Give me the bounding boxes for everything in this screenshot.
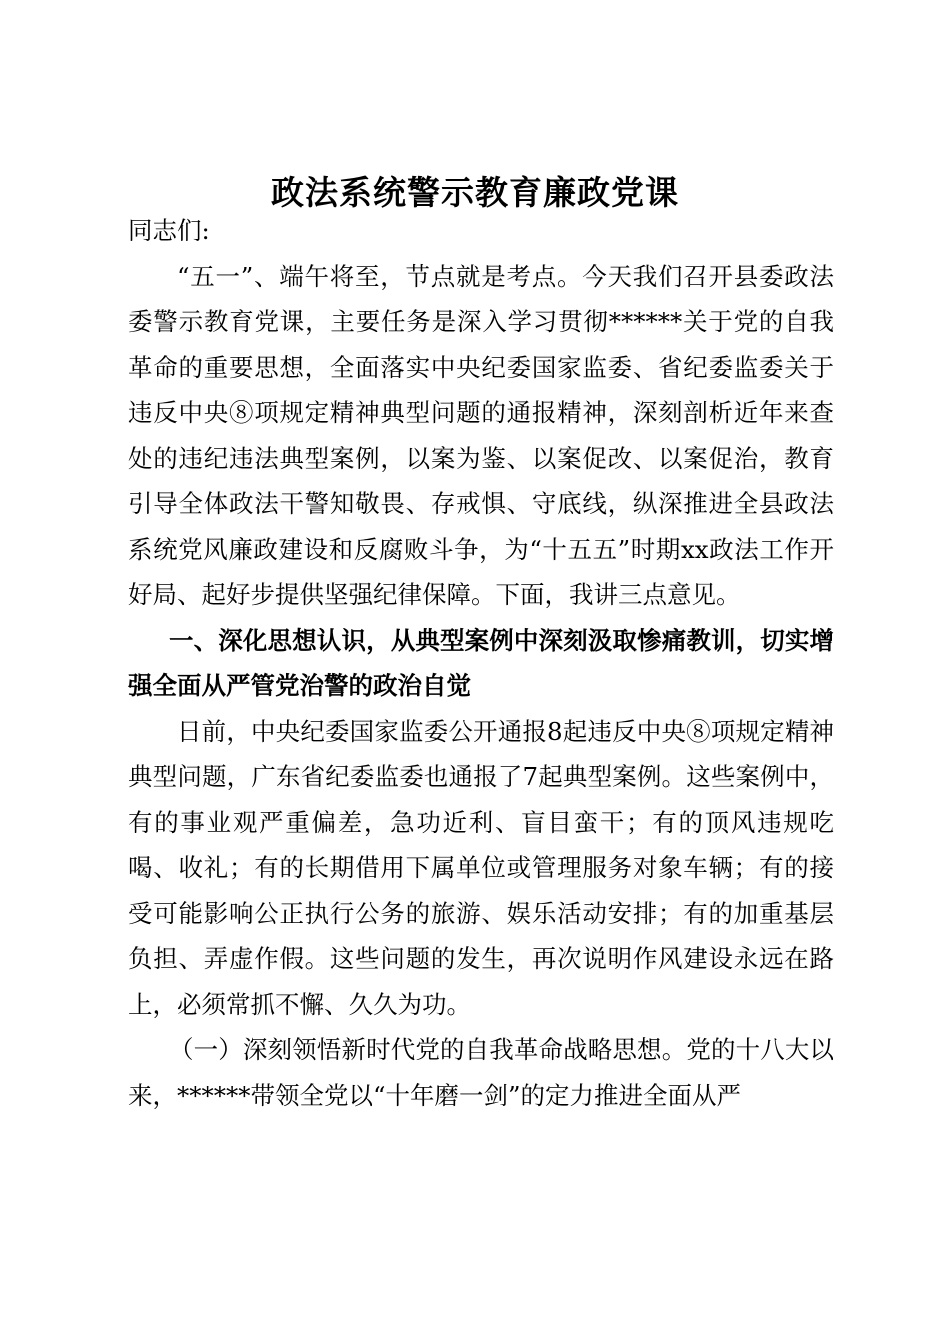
section-heading-1: 一、深化思想认识，从典型案例中深刻汲取惨痛教训，切实增强全面从严管党治警的政治自觉 [128,625,834,700]
subsection-1-paragraph: （一）深刻领悟新时代党的自我革命战略思想。党的十八大以来，******带领全党以“十年磨一剑”的定力推进全面从严 [128,1035,834,1110]
greeting: 同志们: [128,216,210,245]
intro-paragraph: “五一”、端午将至，节点就是考点。今天我们召开县委政法委警示教育党课，主要任务是深入学习贯彻******关于党的自我革命的重要思想，全面落实中央纪委国家监委、省纪委监委关于违反中央⑧项规定精神典型问题的通报精神，深刻剖析近年来查处的违纪违法典型案例，以案为鉴、以案促改、以案促治，教育引导全体政法干警知敬畏、存戒惧、守底线，纵深推进全县政法系统党风廉政建设和反腐败斗争，为“十五五”时期xx政法工作开好局、起好步提供坚强纪律保障。下面，我讲三点意见。 [128,261,834,609]
document-title: 政法系统警示教育廉政党课 [271,173,679,212]
section-1-paragraph: 日前，中央纪委国家监委公开通报8起违反中央⑧项规定精神典型问题，广东省纪委监委也通报了7起典型案例。这些案例中，有的事业观严重偏差，急功近利、盲目蛮干；有的顶风违规吃喝、收礼；有的长期借用下属单位或管理服务对象车辆；有的接受可能影响公正执行公务的旅游、娱乐活动安排；有的加重基层负担、弄虚作假。这些问题的发生，再次说明作风建设永远在路上，必须常抓不懈、久久为功。 [128,716,834,1019]
document-body [128,208,834,1118]
